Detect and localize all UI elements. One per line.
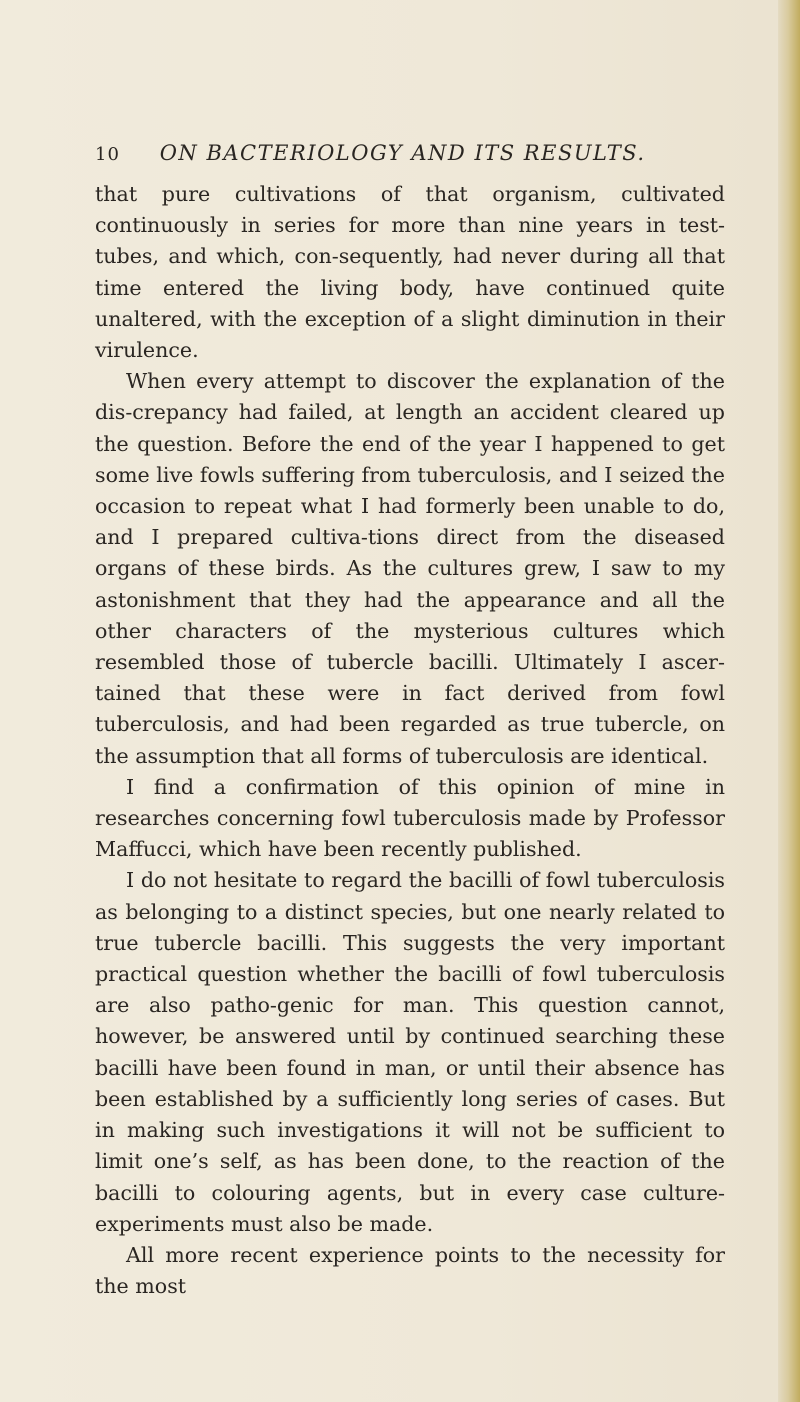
paragraph-2: When every attempt to discover the explanation of the dis-crepancy had failed, at length an accident cleared up the question. Before the end of the year I happened to get some live fowls suffering from tuberculosis, and I seized the occasion to repeat what I had formerly been unable to do, and I prepared cultiva-tions direct from the diseased organs of these birds. As the cultures grew, I saw to my astonishment that they had the appearance and all the other characters of the mysterious cultures which resembled those of tubercle bacilli. Ultimately I ascer-tained that these were in fact derived from fowl tuberculosis, and had been regarded as true tubercle, on the assumption that all forms of tuberculosis are identical. [95, 369, 725, 768]
paragraph-5: All more recent experience points to the necessity for the most [95, 1242, 725, 1299]
page-header [95, 138, 655, 168]
paragraph-4: I do not hesitate to regard the bacilli of fowl tuberculosis as belonging to a distinct species, but one nearly related to true tubercle bacilli. This suggests the very important practical question whether the bacilli of fowl tuberculosis are also patho-genic for man. This question cannot, however, be answered until by continued searching these bacilli have been found in man, or until their absence has been established by a sufficiently long series of cases. But in making such investigations it will not be sufficient to limit one’s self, as has been done, to the reaction of the bacilli to colouring agents, but in every case culture-experiments must also be made. [95, 868, 725, 1236]
body-text [95, 179, 725, 1302]
page-edge [778, 0, 800, 1402]
paragraph-3: I find a confirmation of this opinion of mine in researches concerning fowl tuberculosis made by Professor Maffucci, which have been recently published. [95, 774, 725, 862]
running-head: ON BACTERIOLOGY AND ITS RESULTS. [159, 141, 646, 165]
page-number: 10 [95, 144, 120, 165]
paragraph-1: that pure cultivations of that organism, cultivated continuously in series for more than nine years in test-tubes, and which, con-sequently, had never during all that time entered the living body, have continued quite unaltered, with the exception of a slight diminution in their virulence. [95, 182, 725, 363]
